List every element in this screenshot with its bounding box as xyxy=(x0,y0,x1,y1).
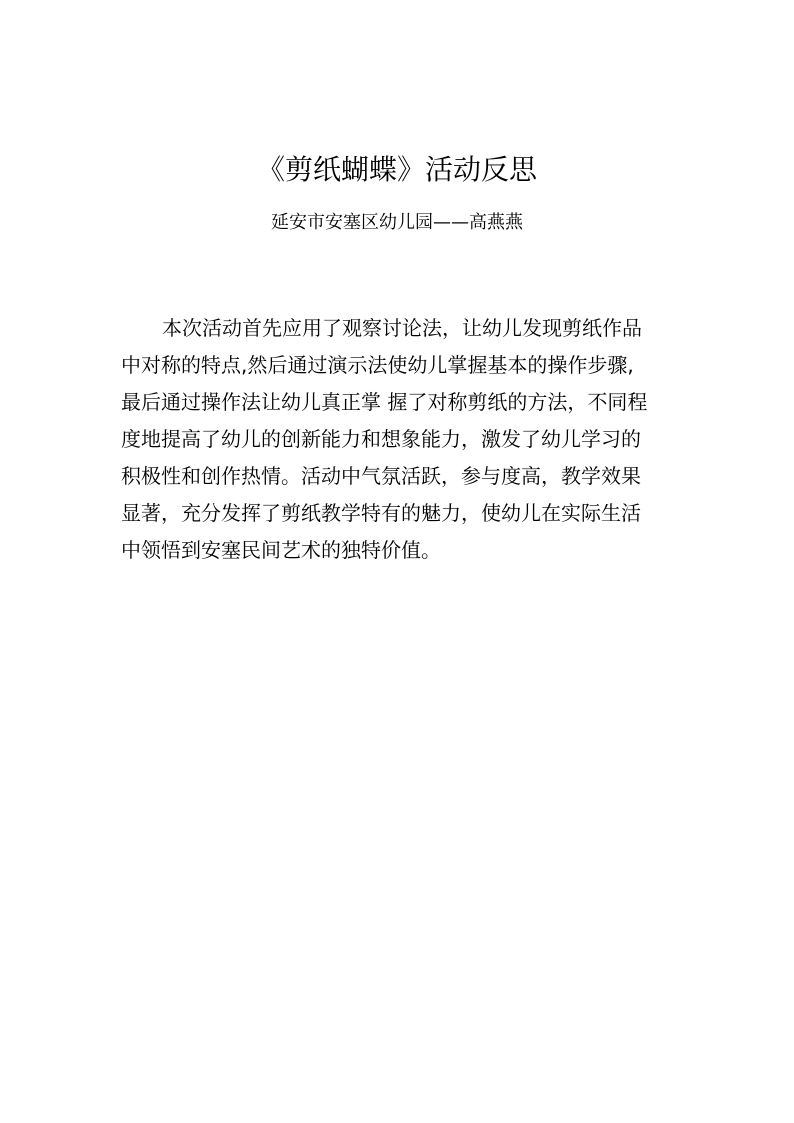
paragraph-line: 显著，充分发挥了剪纸教学特有的魅力，使幼儿在实际生活 xyxy=(121,501,641,525)
paragraph-line: 本次活动首先应用了观察讨论法，让幼儿发现剪纸作品 xyxy=(162,316,642,340)
document-subtitle: 延安市安塞区幼儿园——高燕燕 xyxy=(271,212,523,233)
paragraph-line: 中对称的特点,然后通过演示法使幼儿掌握基本的操作步骤, xyxy=(121,353,634,377)
paragraph-line: 积极性和创作热情。活动中气氛活跃，参与度高，教学效果 xyxy=(121,464,641,488)
paragraph-line: 度地提高了幼儿的创新能力和想象能力，激发了幼儿学习的 xyxy=(121,427,641,451)
paragraph-line: 中领悟到安塞民间艺术的独特价值。 xyxy=(121,538,441,562)
paragraph-line: 最后通过操作法让幼儿真正掌 握了对称剪纸的方法，不同程 xyxy=(121,390,648,414)
reflection-paragraph xyxy=(121,310,676,569)
document-title: 《剪纸蝴蝶》活动反思 xyxy=(256,153,537,186)
